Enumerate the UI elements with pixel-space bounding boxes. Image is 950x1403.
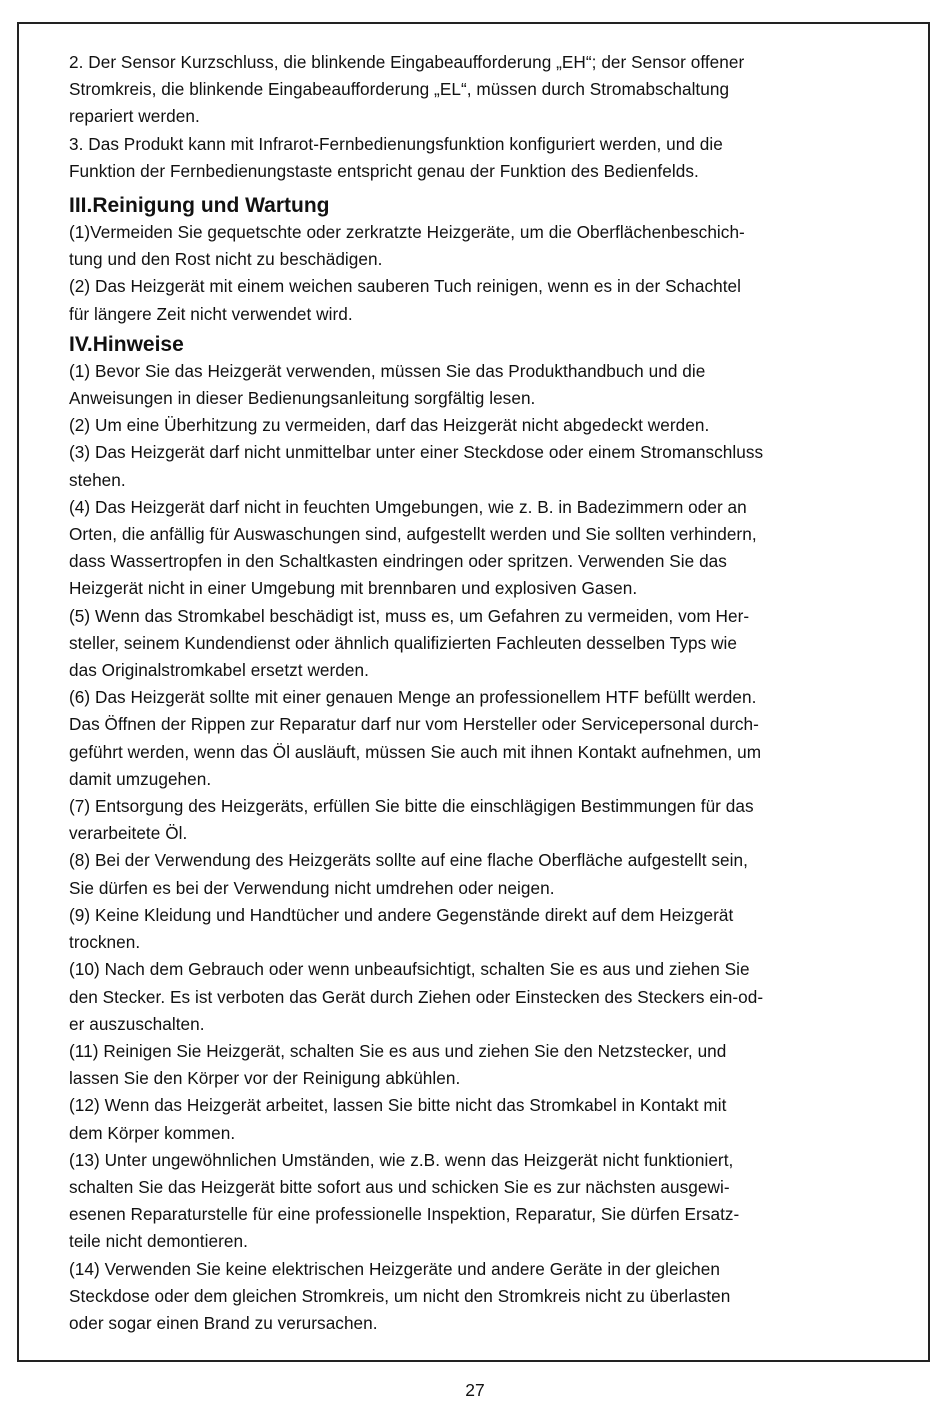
section-heading-notes: IV.Hinweise xyxy=(69,332,184,356)
note-item-4: (4) Das Heizgerät darf nicht in feuchten Umgebungen, wie z. B. in Badezimmern oder an Orten, die anfällig für Auswaschungen sind, aufgestellt werden und Sie sollten verhindern, dass Wassertropfen in den Schaltkasten eindringen oder spritzen. Verwenden Sie das Heizgerät nicht in einer Umgebung mit brennbaren und explosiven Gasen. xyxy=(69,496,757,599)
page-content xyxy=(69,49,899,1337)
intro-paragraph-2: 2. Der Sensor Kurzschluss, die blinkende Eingabeaufforderung „EH“; der Sensor offener Stromkreis, die blinkende Eingabeaufforderung „EL“, müssen durch Stromabschaltung repariert werden. xyxy=(69,52,745,127)
section-heading-cleaning: III.Reinigung und Wartung xyxy=(69,194,330,218)
note-item-9: (9) Keine Kleidung und Handtücher und andere Gegenstände direkt auf dem Heizgerät trocknen. xyxy=(69,904,734,953)
cleaning-item-1: (1)Vermeiden Sie gequetschte oder zerkratzte Heizgeräte, um die Oberflächenbeschich- tung und den Rost nicht zu beschädigen. xyxy=(69,222,745,270)
note-item-12: (12) Wenn das Heizgerät arbeitet, lassen Sie bitte nicht das Stromkabel in Kontakt mit dem Körper kommen. xyxy=(69,1095,727,1143)
note-item-14: (14) Verwenden Sie keine elektrischen Heizgeräte und andere Geräte in der gleichen Steckdose oder dem gleichen Stromkreis, um nicht den Stromkreis nicht zu überlasten oder sogar einen Brand zu verursachen. xyxy=(69,1258,731,1333)
note-item-7: (7) Entsorgung des Heizgeräts, erfüllen Sie bitte die einschlägigen Bestimmungen für das verarbeitete Öl. xyxy=(69,796,754,844)
note-item-11: (11) Reinigen Sie Heizgerät, schalten Sie es aus und ziehen Sie den Netzstecker, und lassen Sie den Körper vor der Reinigung abkühlen. xyxy=(69,1040,727,1089)
note-item-5: (5) Wenn das Stromkabel beschädigt ist, muss es, um Gefahren zu vermeiden, vom Her- steller, seinem Kundendienst oder ähnlich qualifizierten Fachleuten desselben Typs wie das Originalstromkabel ersetzt werden. xyxy=(69,605,750,681)
page-frame xyxy=(17,22,930,1362)
note-item-6: (6) Das Heizgerät sollte mit einer genauen Menge an professionellem HTF befüllt werden. Das Öffnen der Rippen zur Reparatur darf nur vom Hersteller oder Servicepersonal durch- geführt werden, wenn das Öl ausläuft, müssen Sie auch mit ihnen Kontakt aufnehmen, um damit umzugehen. xyxy=(69,687,762,789)
note-item-2: (2) Um eine Überhitzung zu vermeiden, darf das Heizgerät nicht abgedeckt werden. xyxy=(69,415,710,436)
note-item-10: (10) Nach dem Gebrauch oder wenn unbeaufsichtigt, schalten Sie es aus und ziehen Sie den Stecker. Es ist verboten das Gerät durch Ziehen oder Einstecken des Steckers ein-od- er auszuschalten. xyxy=(69,959,764,1034)
note-item-3: (3) Das Heizgerät darf nicht unmittelbar unter einer Steckdose oder einem Stromanschluss stehen. xyxy=(69,442,764,490)
cleaning-item-2: (2) Das Heizgerät mit einem weichen sauberen Tuch reinigen, wenn es in der Schachtel für längere Zeit nicht verwendet wird. xyxy=(69,276,741,324)
note-item-8: (8) Bei der Verwendung des Heizgeräts sollte auf eine flache Oberfläche aufgestellt sein, Sie dürfen es bei der Verwendung nicht umdrehen oder neigen. xyxy=(69,850,748,898)
page-number: 27 xyxy=(465,1380,485,1400)
note-item-1: (1) Bevor Sie das Heizgerät verwenden, müssen Sie das Produkthandbuch und die Anweisungen in dieser Bedienungsanleitung sorgfältig lesen. xyxy=(69,360,706,409)
intro-paragraph-3: 3. Das Produkt kann mit Infrarot-Fernbedienungsfunktion konfiguriert werden, und die Funktion der Fernbedienungstaste entspricht genau der Funktion des Bedienfelds. xyxy=(69,133,723,181)
note-item-13: (13) Unter ungewöhnlichen Umständen, wie z.B. wenn das Heizgerät nicht funktioniert, schalten Sie das Heizgerät bitte sofort aus und schicken Sie es zur nächsten ausgewi- esenen Reparaturstelle für eine professionelle Inspektion, Reparatur, Sie dürfen Ersatz- teile nicht demontieren. xyxy=(69,1149,740,1252)
